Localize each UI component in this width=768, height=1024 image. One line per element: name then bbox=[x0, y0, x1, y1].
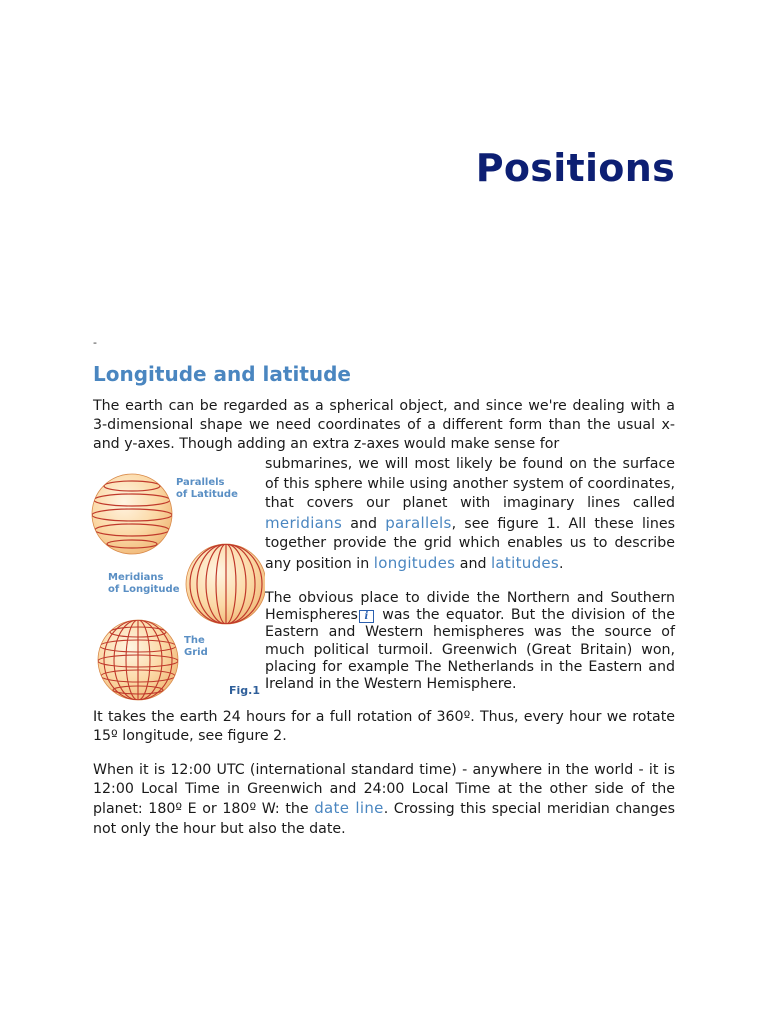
paragraph-rotation: It takes the earth 24 hours for a full rotation of 360º. Thus, every hour we rotate 15º longitude, see figure 2. bbox=[93, 709, 675, 745]
label-grid: The Grid bbox=[184, 635, 208, 658]
paragraph-coordinates: submarines, we will most likely be found on the surface of this sphere while using another system of coordinates, that covers our planet with imaginary lines called meridians and parallels, see figure 1. All these lines together provide the grid which enables us to describe any position in longitudes and latitudes. bbox=[265, 456, 675, 572]
link-longitudes[interactable]: longitudes bbox=[373, 553, 456, 572]
paragraph-hemispheres: The obvious place to divide the Northern and Southern Hemispheres i was the equator. But the division of the Eastern and Western hemispheres was the source of much political turmoil. Greenwich (Great Britain) won, placing for example The Netherlands in the Eastern and Ireland in the Western Hemisphere. bbox=[265, 590, 675, 693]
page-title: Positions bbox=[475, 146, 675, 190]
link-latitudes[interactable]: latitudes bbox=[490, 553, 560, 572]
link-meridians[interactable]: meridians bbox=[265, 513, 343, 532]
figure-globes bbox=[90, 462, 265, 702]
label-meridians: Meridians of Longitude bbox=[108, 572, 180, 595]
label-parallels: Parallels of Latitude bbox=[176, 477, 238, 500]
meridians-globe-icon bbox=[186, 544, 265, 624]
paragraph-intro: The earth can be regarded as a spherical object, and since we're dealing with a 3-dimensional shape we need coordinates of a different form than the usual x- and y-axes. Though adding an extra z-axes would make sense for bbox=[93, 398, 675, 453]
link-date-line[interactable]: date line bbox=[314, 799, 384, 818]
parallels-globe-icon bbox=[92, 474, 172, 554]
figure-caption: Fig.1 bbox=[229, 684, 260, 697]
grid-globe-icon bbox=[98, 620, 178, 700]
paragraph-date-line: When it is 12:00 UTC (international standard time) - anywhere in the world - it is 12:00 Local Time in Greenwich and 24:00 Local Time at the other side of the planet: 180º E or 180º W: the date line. Crossing this special meridian changes not only the hour but also the date. bbox=[93, 762, 676, 837]
separator-dash: - bbox=[93, 336, 97, 349]
info-icon[interactable]: i bbox=[359, 610, 374, 623]
section-heading: Longitude and latitude bbox=[93, 362, 351, 386]
link-parallels[interactable]: parallels bbox=[385, 513, 452, 532]
